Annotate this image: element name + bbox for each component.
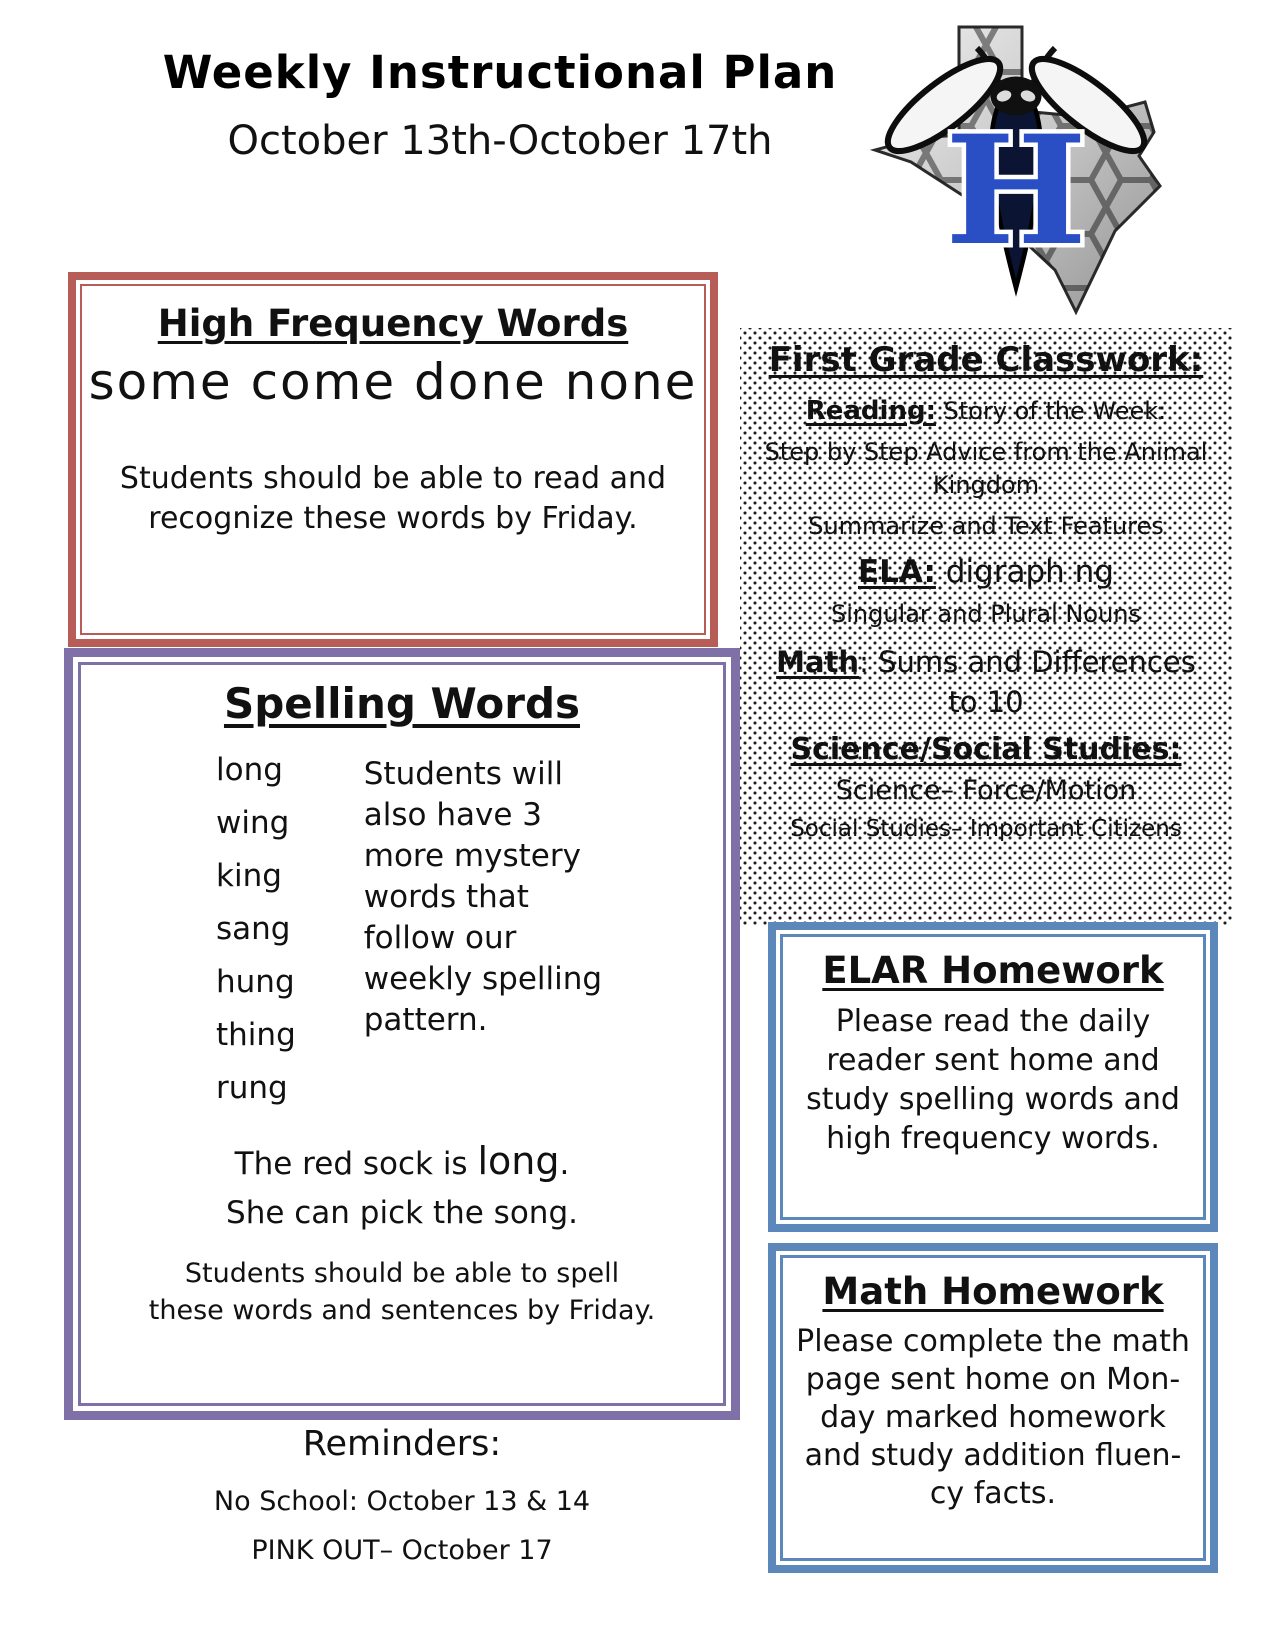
math-homework-box bbox=[768, 1243, 1218, 1573]
note-line: Students should be able to spell bbox=[184, 1258, 620, 1289]
classwork-heading: First Grade Classwork: bbox=[768, 340, 1204, 380]
practice-sentence-1 bbox=[235, 1139, 570, 1183]
spelling-word: king bbox=[216, 858, 282, 894]
homework-line: page sent home on Mon- bbox=[805, 1362, 1181, 1397]
sentence1-word: long bbox=[477, 1139, 560, 1183]
story-line: Step by Step Advice from the Animal bbox=[764, 438, 1208, 466]
spelling-heading: Spelling Words bbox=[223, 679, 581, 728]
reading-value: Story of the Week: bbox=[943, 397, 1167, 425]
math-homework-heading: Math Homework bbox=[822, 1270, 1164, 1313]
math-homework-body bbox=[796, 1323, 1190, 1513]
homework-line: Please read the daily bbox=[835, 1004, 1151, 1039]
ela-value: digraph ng bbox=[945, 554, 1114, 590]
spelling-word: rung bbox=[216, 1070, 288, 1106]
page-title: Weekly Instructional Plan bbox=[162, 46, 838, 99]
sentence1-suffix: . bbox=[559, 1146, 570, 1182]
reminders-section bbox=[64, 1424, 740, 1584]
homework-line: study spelling words and bbox=[806, 1082, 1180, 1117]
spelling-note bbox=[149, 1255, 655, 1329]
spelling-word: thing bbox=[216, 1017, 296, 1053]
reading-label: Reading: bbox=[805, 396, 936, 426]
math-value-line2: to 10 bbox=[948, 685, 1024, 719]
math-colon: : bbox=[859, 645, 869, 679]
homework-line: and study addition fluen- bbox=[804, 1438, 1182, 1473]
spelling-word: wing bbox=[216, 805, 290, 841]
mystery-words-note: Students will also have 3 more mystery words that follow our weekly spelling pattern. bbox=[363, 756, 603, 1038]
homework-line: cy facts. bbox=[929, 1476, 1057, 1511]
sentence1-prefix: The red sock is bbox=[234, 1146, 478, 1182]
elar-homework-inner bbox=[780, 934, 1206, 1220]
math-homework-inner bbox=[780, 1255, 1206, 1561]
elar-homework-body bbox=[806, 1002, 1180, 1158]
spelling-words-box bbox=[64, 648, 740, 1420]
note-line: Students should be able to read and bbox=[119, 461, 667, 496]
spelling-word: sang bbox=[216, 911, 291, 947]
reminder-item: PINK OUT– October 17 bbox=[251, 1535, 553, 1566]
note-line: recognize these words by Friday. bbox=[148, 501, 638, 536]
school-logo bbox=[866, 16, 1166, 320]
homework-line: reader sent home and bbox=[826, 1043, 1160, 1078]
elar-homework-box bbox=[768, 922, 1218, 1232]
homework-line: Please complete the math bbox=[796, 1324, 1190, 1359]
math-line bbox=[746, 642, 1226, 722]
spelling-word-list bbox=[216, 744, 296, 1115]
social-studies-value: Social Studies– Important Citizens bbox=[790, 816, 1182, 842]
note-line: these words and sentences by Friday. bbox=[148, 1295, 656, 1326]
math-label: Math bbox=[776, 645, 860, 679]
high-frequency-word-list: some come done none bbox=[88, 353, 698, 411]
date-range: October 13th-October 17th bbox=[227, 118, 773, 164]
high-frequency-words-inner bbox=[80, 284, 706, 635]
science-social-heading: Science/Social Studies: bbox=[790, 732, 1182, 767]
high-frequency-note bbox=[120, 459, 666, 539]
spelling-word: hung bbox=[216, 964, 295, 1000]
reading-story bbox=[746, 436, 1226, 502]
story-line: Kingdom bbox=[932, 471, 1040, 499]
math-value-line1: Sums and Differences bbox=[878, 645, 1196, 679]
reading-skills: Summarize and Text Features bbox=[808, 512, 1164, 540]
homework-line: day marked homework bbox=[820, 1400, 1166, 1435]
hornet-texas-logo-graphic bbox=[866, 16, 1166, 320]
ela-label: ELA: bbox=[858, 554, 936, 590]
reading-line bbox=[746, 396, 1226, 426]
elar-homework-heading: ELAR Homework bbox=[822, 949, 1164, 992]
classwork-panel bbox=[740, 328, 1232, 925]
homework-line: high frequency words. bbox=[826, 1121, 1160, 1156]
spelling-words-inner bbox=[78, 662, 726, 1406]
logo-letter: H bbox=[945, 103, 1087, 279]
ela-detail: Singular and Plural Nouns bbox=[831, 600, 1141, 628]
reminder-item: No School: October 13 & 14 bbox=[213, 1486, 591, 1517]
high-frequency-heading: High Frequency Words bbox=[157, 302, 629, 345]
high-frequency-words-box bbox=[68, 272, 718, 647]
science-value: Science– Force/Motion bbox=[835, 775, 1137, 806]
spelling-word: long bbox=[216, 752, 283, 788]
spelling-content-row bbox=[81, 744, 723, 1115]
reminders-heading: Reminders: bbox=[302, 1424, 502, 1464]
practice-sentence-2: She can pick the song. bbox=[226, 1195, 578, 1231]
ela-line bbox=[746, 554, 1226, 590]
